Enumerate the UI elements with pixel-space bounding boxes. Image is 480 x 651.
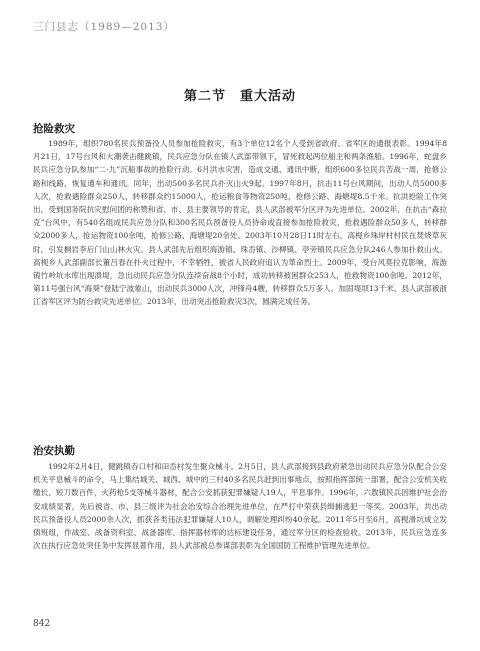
section-title: 第二节 重大活动 [183, 89, 296, 104]
running-head: 三门县志（1989—2013） [33, 21, 175, 33]
subsection-heading-rescue: 抢险救灾 [33, 123, 75, 135]
subsection-heading-security: 治安执勤 [33, 445, 75, 457]
page-number: 842 [33, 619, 51, 629]
paragraph-security: 1992年2月4日，健跳镇吞口村和田岙村发生聚众械斗。2月5日，县人武部接到县政府紧急出动民兵应急分队配合公安机关平息械斗的命令，马上集结城关、城西、城中的三村40多名民兵赶到出事地点，按照指挥部统一部署，配合公安机关收缴长、短刀数百件，火药枪5支等械斗器材，配合公安抓获犯罪嫌疑人19人，平息事件。1996年，六敖镇民兵因维护社会治安成绩显著，先后被省、市、县三级评为社会治安综合治理先进单位，在严打中荣获县缉捕逃犯一等奖。2003年，共出动民兵预备役人员2000余人次，抓获各类违法犯罪嫌疑人10人，调解处理纠纷40余起。2011年5月至6月，高枧滑坑成立发债班组，作战室、战备资料室、战备器库、指挥器材库的达标建设任务，通过军分区的检查验收。2013年，民兵应急连多次在执行应急处突任务中发挥显著作用，县人武部被总参谋部表彰为全国国防工程维护管理先进单位。 [33, 462, 447, 551]
paragraph-rescue: 1989年，组织780名民兵预备役人员参加抢险救灾，有3个单位12名个人受到省政府、省军区的通报表彰。1994年8月21日，17号台风和大潮袭击健跳镇，民兵应急分队在镇人武部带领下，冒死救起两位船主和两条渔船。1996年，蛇盘乡民兵应急分队参加“二·九”沉船事故的抢险行动。6月洪水灾害，造成交通、通讯中断，组织600多位民兵苦战一周，抢修公路和线路，恢复通车和通讯。同年，出动500多名民兵扑灭山火9起。1997年8月，抗击11号台风期间，出动人员5000多人次，抢救遇险群众250人，转移群众约15000人，抢运粮食等物资250吨，抢修公路、海塘堤8.5千米。抗洪抢险工作突出，受到国务院抗灾慰问团的称赞和省、市、县主要领导的肯定，县人武部被军分区评为先进单位。2002年，在抗击“森拉克”台风中，有540名组成民兵应急分队和300名民兵预备役人员待命或直接参加抢险救灾，抢救遇险群众50多人，转移群众2000多人，抢运物资100余吨，抢修公路、海塘堤20余处。2003年10月28日11时左右，高枧乡珠岸村村民在焚烧草灰时，引发桐岩李后门山山林火灾。县人武部先后组织海游镇、珠岙镇、沙柳镇、亭旁镇民兵应急分队246人参加扑救山火。高枧乡人武部副部长董吕春在扑火过程中，不幸牺牲，被省人民政府追认为革命烈士。2009年，受台风莫拉克影响，海游镇竹岭坑水库出现溃堤，急出动民兵应急分队连续奋战8个小时，成功转移被困群众253人，抢救物资100余吨。2012年，第11号强台风“海葵”登陆宁波象山，出动民兵3000人次，冲锋舟4艘，转移群众5万多人，加固堤坝13千米。县人武部被浙江省军区评为防台救灾先进单位。2013年，出动突击抢险救灾3次，圆满完成任务。 [33, 139, 447, 307]
